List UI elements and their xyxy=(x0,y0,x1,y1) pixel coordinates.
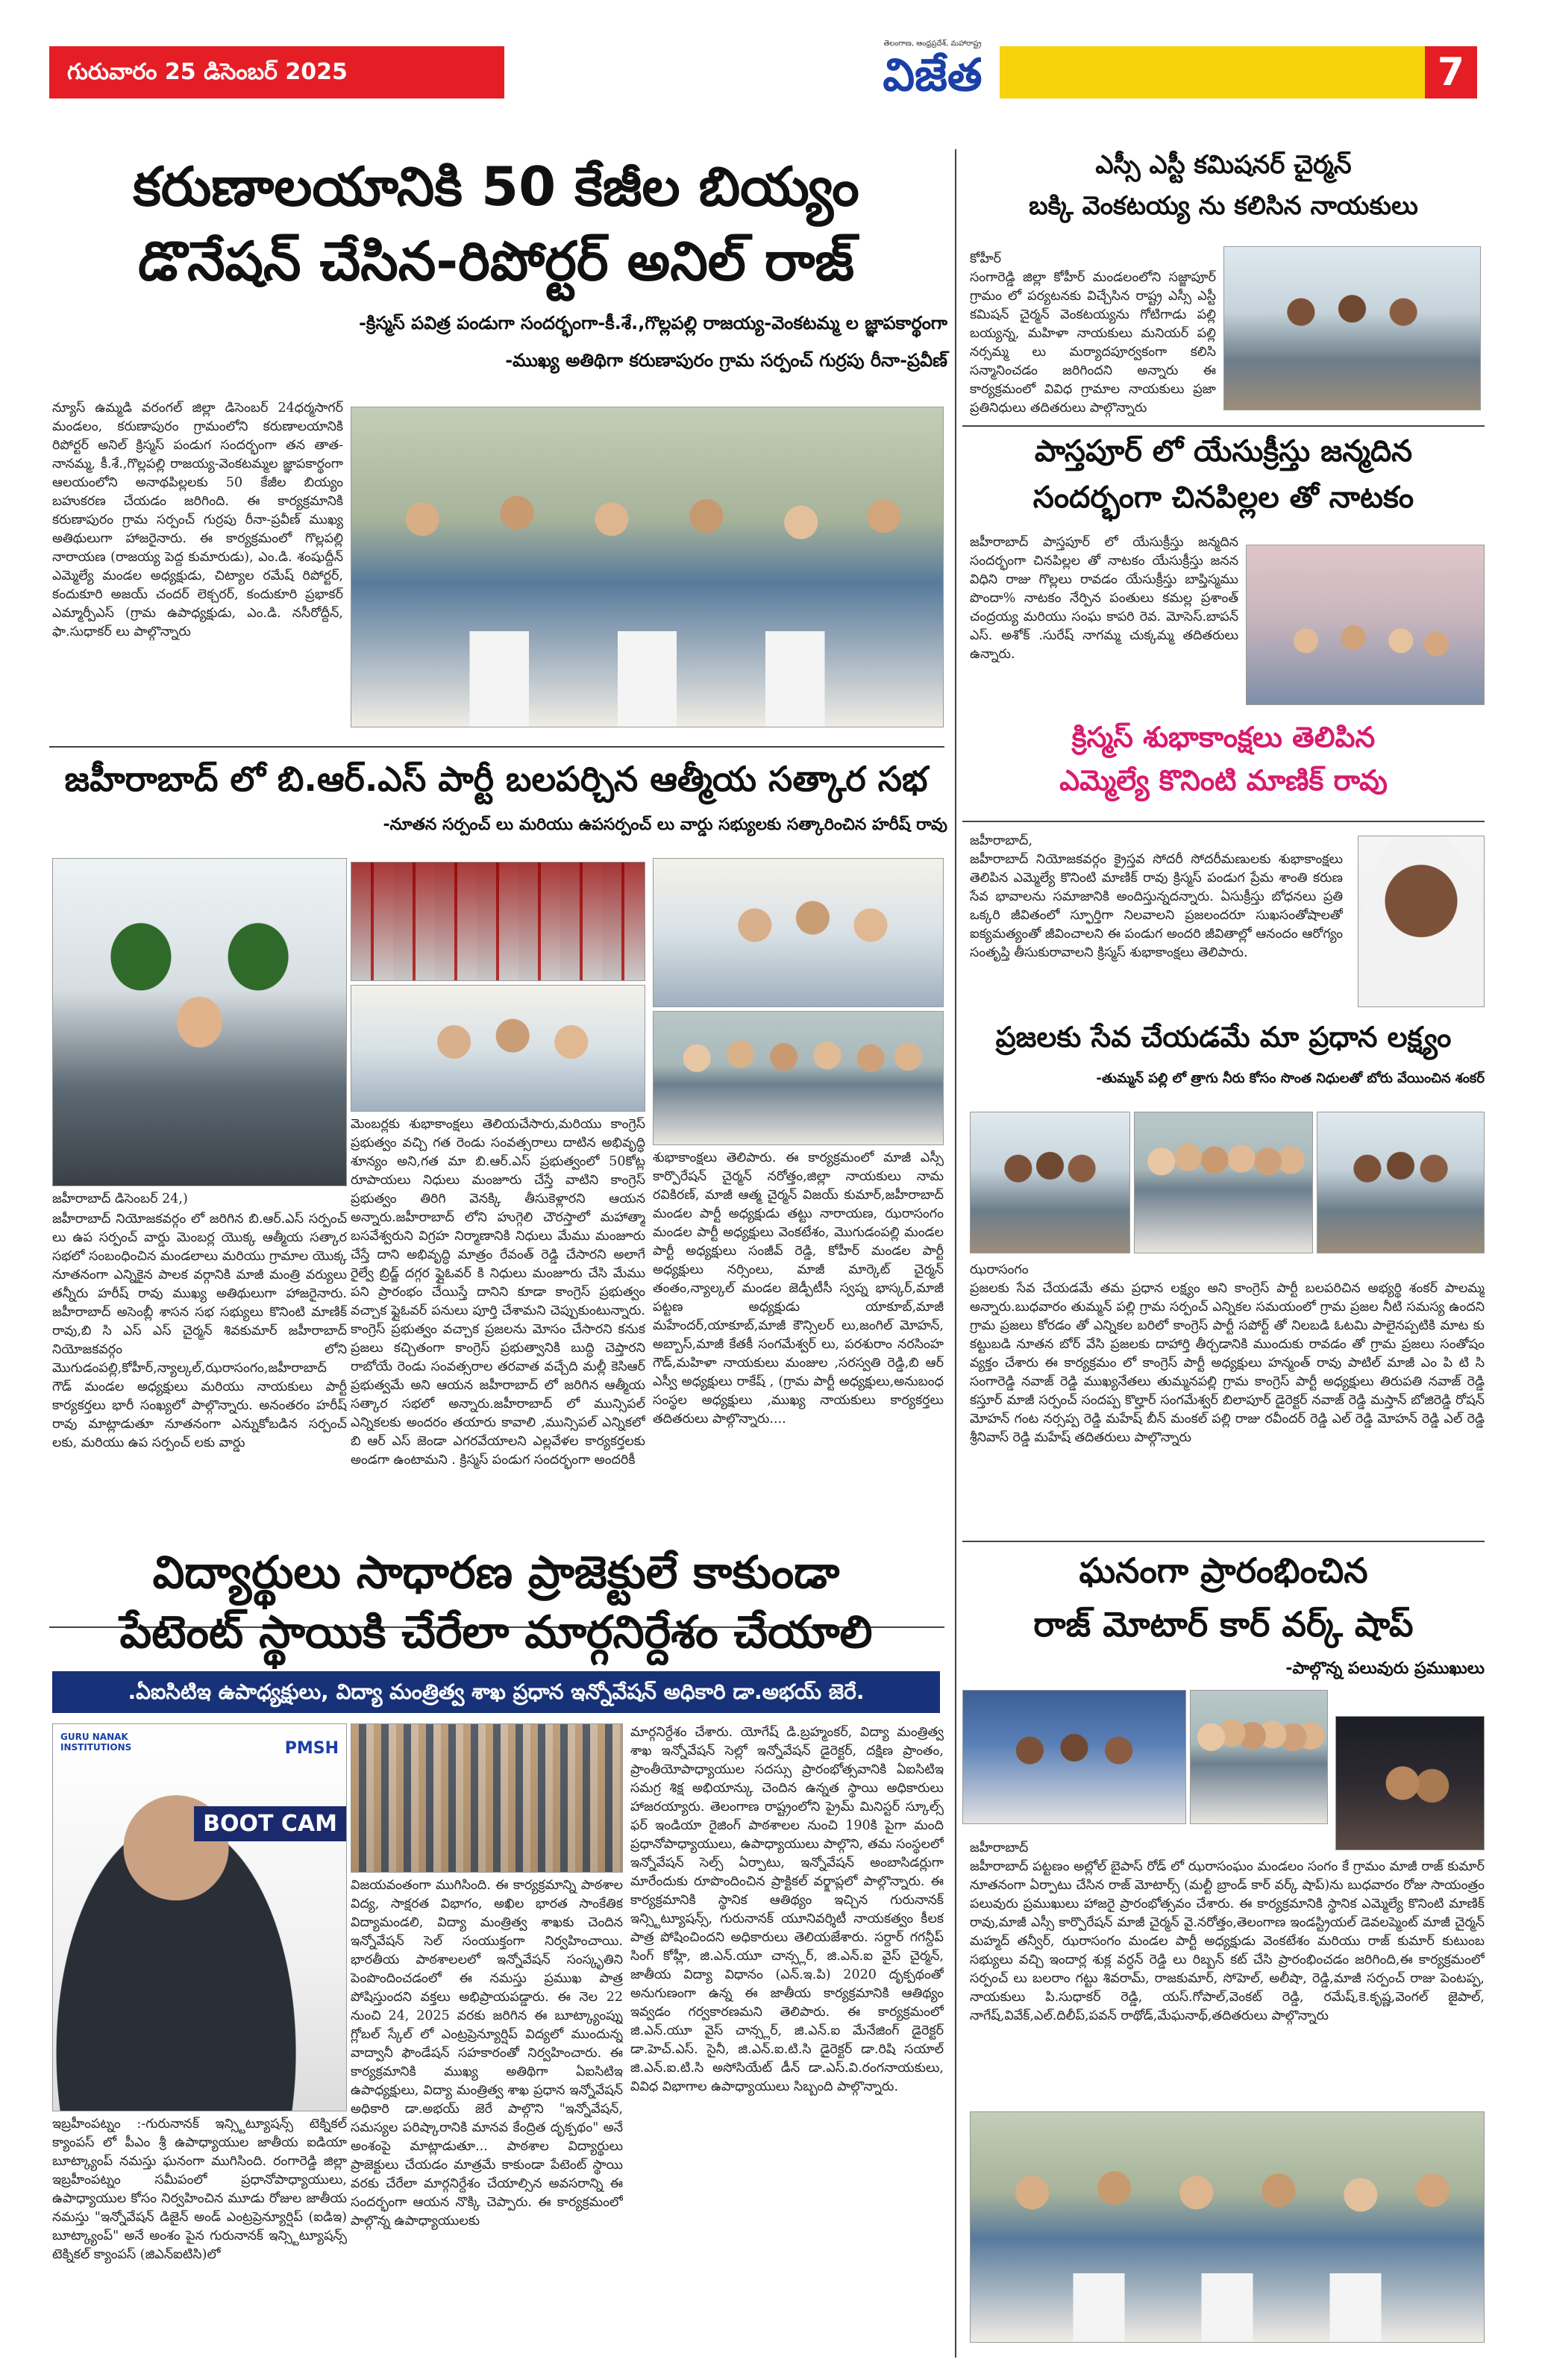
article8-headline-line2: రాజ్ మోటార్ కార్ వర్క్ షాప్ xyxy=(1033,1604,1414,1644)
article8-headline-line1: ఘనంగా ప్రారంభించిన xyxy=(1079,1550,1368,1591)
article4-dateline: కోహీర్ xyxy=(970,251,1001,266)
masthead-yellow-bar xyxy=(1000,46,1425,98)
article5-body: జహీరాబాద్ పాస్తపూర్ లో యేసుక్రీస్తు జన్మదిన సందర్భంగా చినపిల్లల తో నాటకం యేసుక్రీస్తు జనన విధిని రాజు గొల్లలు రావడం యేసుక్రీస్తు బాప్తిస్మము పొందా% నాటకం నేర్పిన పంతులు కమల్ల ప్రశాంత్ చంద్రయ్య మరియు సంఘ కాపరి రెవ. మోసెస్.బాపన్ ఎస్. అశోక్ .సురేష్ నాగమ్మ చుక్కమ్మ తదితరులు ఉన్నారు. xyxy=(970,535,1238,662)
article7-body: ప్రజలకు సేవ చేయడమే తమ ప్రధాన లక్ష్యం అని కాంగ్రెస్ పార్టీ బలపరిచిన అభ్యర్థి శంకర్ పాలమ్మ అన్నారు.బుధవారం తుమ్మన్ పల్లి గ్రామ సర్పంచ్ ఎన్నికల సమయంలో గ్రామ ప్రజల నీటి సమస్య ఉందని గ్రామ ప్రజలు కోరడం తో ఎన్నికల బరిలో కాంగ్రెస్ పార్టీ సపోర్ట్ తో నిలబడి ఓటమి పాలైనప్పటికి మాట కు కట్టుబడి నూతన బోర్ వేసి ప్రజలకు దాహార్తి తీర్చడానికి ముందుకు రావడం తో గ్రామ ప్రజలు సంతోషం వ్యక్తం చేశారు ఈ కార్యక్రమం లో కాంగ్రెస్ పార్టీ అధ్యక్షులు హన్మంత్ రావు పాటిల్ మాజీ ఎం పి టి సి సంగారెడ్డి నవాజ్ రెడ్డి ముఖ్యనేతలు తుమ్మనపల్లి గ్రామ కాంగ్రెస్ పార్టీ అధ్యక్షులు తిరుపతి నవాజ్ రెడ్డి కస్తూర్ మాజీ సర్పంచ్ సందప్ప కొల్హార్ సంగమేశ్వర్ బిలాపూర్ డైరెక్టర్ నవాజ్ రెడ్డి మస్తాన్ బోజిరెడ్డి రోషన్ మోహన్ గంట నర్సప్ప రెడ్డి మహేష్ బీన్ మంకల్ పల్లి రాజు రవీందర్ రెడ్డి ఎల్ రెడ్డి మోహన్ రెడ్డి ఎల్ రెడ్డి శ్రీనివాస్ రెడ్డి మహేష్ తదితరులు పాల్గొన్నారు xyxy=(970,1281,1485,1445)
article6-photo-mla xyxy=(1358,836,1485,1007)
article2-body-right: శుభాకాంక్షలు తెలిపారు. ఈ కార్యక్రమంలో మాజీ ఎస్సీ కార్పొరేషన్ చైర్మన్ నరోత్తం,జిల్లా నాయకులు నామ రవికిరణ్, మాజీ ఆత్మ చైర్మన్ విజయ్ కుమార్,జహీరాబాద్ మండల పార్టీ అధ్యక్షుడు తట్టు నారాయణ, ఝరాసంగం మండల పార్టీ అధ్యక్షులు వెంకటేశం, మొగుడంపల్లి మండల పార్టీ అధ్యక్షులు సంజీవ్ రెడ్డి, కోహీర్ మండల పార్టీ అధ్యక్షులు నర్సింలు, మాజీ మార్కెట్ చైర్మన్ తంతం,న్యాల్కల్ మండల జెడ్పీటీసీ స్వప్న భాస్కర్,మాజీ పట్టణ అధ్యక్షుడు యాకూబ్,మాజీ మహేందర్,యాకూబ్,మాజీ కౌన్సిలర్ లు,జంగిల్ మోహన్, అబ్బాస్,మాజీ కేతకీ సంగమేశ్వర్ లు, పరశురాం నరసింహ గౌడ్,మహిళా నాయకులు మంజుల ,సరస్వతి రెడ్డి,బి ఆర్ ఎస్వీ అధ్యక్షులు రాకేష్ , (గ్రామ పార్టీ అధ్యక్షులు,అనుబంధ సంస్థల అధ్యక్షులు ,ముఖ్య నాయకులు కార్యకర్తలు తదితరులు పాల్గొన్నారు.... xyxy=(653,1150,944,1427)
article3-body-right: మార్గనిర్దేశం చేశారు. యోగేష్ డి.బ్రహ్మంకర్, విద్యా మంత్రిత్వ శాఖ ఇన్నోవేషన్ సెల్లో ఇన్నోవేషన్ డైరెక్టర్, దక్షిణ ప్రాంతం, ప్రాంతీయోపాధ్యాయుల సదస్సు ప్రారంభోత్సవానికి ఏఐసిటిఇ సమగ్ర శిక్ష అభియాన్కు చెందిన ఉన్నత స్థాయి అధికారులు హాజరయ్యారు. తెలంగాణ రాష్ట్రంలోని ప్రైమ్ మినిస్టర్ స్కూల్స్ ఫర్ ఇండియా రైజింగ్ పాఠశాలల నుంచి 190కి పైగా మంది ప్రధానోపాధ్యాయులు, ఉపాధ్యాయులు పాల్గొని, తమ సంస్థలలో ఇన్నోవేషన్ సెల్స్ ఏర్పాటు, ఇన్నోవేషన్ అంబాసిడర్లుగా మారేందుకు రూపొందించిన ప్రాక్టికల్ వర్క్షాప్లలో పాల్గొన్నారు. ఈ కార్యక్రమానికి స్థానిక ఆతిథ్యం ఇచ్చిన గురునానక్ ఇన్స్టిట్యూషన్స్, గురునానక్ యూనివర్శిటీ నాయకత్వం కీలక పాత్ర పోషించిందని అధికారులు తెలియజేశారు. సర్దార్ గగన్దీప్ సింగ్ కోహ్లీ, జి.ఎన్.యూ చాన్స్లర్, జి.ఎన్.ఐ వైస్ చైర్మన్, జాతీయ విద్యా విధానం (ఎన్.ఇ.పి) 2020 దృక్పథంతో అనుగుణంగా ఉన్న ఈ జాతీయ కార్యక్రమానికి ఆతిథ్యం ఇవ్వడం గర్వకారణమని తెలిపారు. ఈ కార్యక్రమంలో జి.ఎన్.యూ వైస్ చాన్స్లర్, జి.ఎన్.ఐ మేనేజింగ్ డైరెక్టర్ డా.హెచ్.ఎస్. సైనీ, జి.ఎన్.ఐ.టి.సి డైరెక్టర్ డా.రిషి సయాల్ జి.ఎన్.ఐ.టి.సి అసోసియేట్ డీన్ డా.ఎస్.వి.రంగనాయకులు, వివిధ విభాగాల ఉపాధ్యాయులు సిబ్బంది పాల్గొన్నారు. xyxy=(630,1725,944,2094)
article4-body: సంగారెడ్డి జిల్లా కోహీర్ మండలంలోని సజ్జాపూర్ గ్రామం లో పర్యటనకు విచ్చేసిన రాష్ట్ర ఎస్సీ ఎస్టీ కమిషన్ చైర్మన్ వెంకటయ్యను గోటిగాడు పల్లి బయ్యన్న, మహిళా నాయకులు మనియర్ పల్లి నర్సమ్మ లు మర్యాదపూర్వకంగా కలిసి సన్మానించడం జరిగిందని అన్నారు ఈ కార్యక్రమంలో వివిధ గ్రామాల నాయకులు ప్రజా ప్రతినిధులు తదితరులు పాల్గొన్నారు xyxy=(970,270,1216,416)
article8-photo-ribbon xyxy=(970,2111,1485,2343)
article2-body-left: జహీరాబాద్ నియోజకవర్గం లో జరిగిన బి.ఆర్.ఎస్ సర్పంచ్ లు ఉప సర్పంచ్ వార్డు మెంబర్ల యొక్క ఆత్మీయ సత్కార సభలో సంబంధించిన మండలాలు మరియు గ్రామాల యొక్క నూతనంగా ఎన్నికైన పాలక వర్గానికి మాజీ మంత్రి వర్యులు తన్నీరు హరీష్ రావు ముఖ్య అతిథులుగా హాజరైనారు. జహీరాబాద్ అసెంబ్లీ శాసన సభ సభ్యులు కొనింటి మాణిక్ రావు,బి సి ఎస్ ఎస్ చైర్మన్ శివకుమార్ జహీరాబాద్ నియోజకవర్గం లోని మొగుడంపల్లి,కోహీర్,న్యాల్కల్,ఝరాసంగం,జహీరాబాద్ గౌడ్ మండల అధ్యక్షులు మరియు నాయకులు పార్టీ కార్యకర్తలు భారీ సంఖ్యలో పాల్గొన్నారు. అనంతరం హరీష్ రావు మాట్లాడుతూ నూతనంగా ఎన్నుకోబడిన సర్పంచ్ లకు, మరియు ఉప సర్పంచ్ లకు వార్డు xyxy=(52,1212,347,1450)
article3-headline-line1-real: విద్యార్థులు సాధారణ ప్రాజెక్టులే కాకుండా xyxy=(152,1547,840,1599)
photo-banner-text: BOOT CAM xyxy=(194,1806,346,1841)
article6-headline-line1: క్రిస్మస్ శుభాకాంక్షలు తెలిపిన xyxy=(1071,721,1376,754)
divider xyxy=(962,821,1485,822)
article8-photo-3 xyxy=(1335,1716,1485,1850)
article3-photo-speaker-main xyxy=(52,1723,347,2111)
article4-headline-line2: బక్కి వెంకటయ్య ను కలిసిన నాయకులు xyxy=(1029,191,1418,221)
page-number: 7 xyxy=(1425,46,1477,98)
article4-headline-line1: ఎస్సీ ఎస్టీ కమిషనర్ చైర్మన్ xyxy=(1095,150,1352,180)
article1-photo xyxy=(351,407,944,727)
article1-subheadline-1: -క్రిస్మస్ పవిత్ర పండుగా సందర్భంగా-కీ.శే.,గొల్లపల్లి రాజయ్య-వెంకటమ్మ ల జ్ఞాపకార్థంగా xyxy=(358,313,947,333)
article5-photo xyxy=(1246,545,1485,705)
article6-body: జహీరాబాద్ నియోజకవర్గం క్రైస్తవ సోదరీ సోదరీమణులకు శుభాకాంక్షలు తెలిపిన ఎమ్మెల్యే కొనింటి మాణిక్ రావు క్రిస్మస్ పండుగ ప్రేమ శాంతి కరుణ సేవ భావాలను సమాజానికి అందిస్తున్నదన్నారు. ఏసుక్రీస్తు బోధనలు ప్రతి ఒక్కరి జీవితంలో స్ఫూర్తిగా నిలవాలని ప్రజలందరూ సుఖసంతోషాలతో ఐక్యమత్యంతో జీవించాలని ఈ పండుగ అందరి జీవితాల్లో ఆనందం ఆరోగ్యం సంతృప్తి తీసుకురావాలని క్రిస్మస్ శుభాకాంక్షలు తెలిపారు. xyxy=(970,852,1343,960)
article6-headline-line2: ఎమ్మెల్యే కొనింటి మాణిక్ రావు xyxy=(1059,764,1388,797)
column-divider xyxy=(955,149,956,2358)
divider xyxy=(962,425,1485,427)
article2-headline: జహీరాబాద్ లో బి.ఆర్.ఎస్ పార్టీ బలపర్చిన ఆత్మీయ సత్కార సభ xyxy=(64,759,928,799)
article1-headline-line2: డొనేషన్ చేసిన-రిపోర్టర్ అనిల్ రాజ్ xyxy=(138,230,854,292)
article3-headline-line2-real: పేటెంట్ స్థాయికి చేరేలా మార్గనిర్దేశం చేయాలి xyxy=(119,1606,873,1659)
article8-photo-2 xyxy=(1190,1690,1328,1824)
photo-logo-pmshri: PMSH xyxy=(284,1739,339,1758)
article2-subheadline: -నూతన సర్పంచ్ లు మరియు ఉపసర్పంచ్ లు వార్డు సభ్యులకు సత్కారించిన హరీష్ రావు xyxy=(383,815,947,834)
article2-dateline: జహీరాబాద్ డిసెంబర్ 24,) xyxy=(52,1191,188,1206)
article3-body-left: ఇబ్రహీంపట్నం :-గురునానక్ ఇన్స్టిట్యూషన్స్ టెక్నికల్ క్యాంపస్ లో పీఎం శ్రీ ఉపాధ్యాయుల జాతీయ ఐడియా బూట్క్యాంప్ నమస్తు ఘనంగా ముగిసింది. రంగారెడ్డి జిల్లా ఇబ్రహీంపట్నం సమీపంలో ప్రధానోపాధ్యాయులు, ఉపాధ్యాయుల కోసం నిర్వహించిన మూడు రోజుల జాతీయ నమస్తు "ఇన్నోవేషన్ డిజైన్ అండ్ ఎంట్రప్రెన్యూర్షిప్ (ఐడిఇ) బూట్క్యాంప్" అనే అంశం పైన గురునానక్ ఇన్స్టిట్యూషన్స్ టెక్నికల్ క్యాంపస్ (జిఎన్ఐటిసి)లో xyxy=(52,2117,347,2262)
article2-photo-garland xyxy=(52,858,347,1186)
article4-photo xyxy=(1223,246,1481,410)
article2-photo-stage xyxy=(351,985,645,1112)
article6-dateline: జహీరాబాద్, xyxy=(970,833,1032,848)
article5-headline-line2: సందర్భంగా చినపిల్లల తో నాటకం xyxy=(1032,480,1414,515)
article8-subheadline: -పాల్గొన్న పలువురు ప్రముఖులు xyxy=(1285,1659,1485,1678)
article8-body: జహీరాబాద్ పట్టణం అల్లోల్ బైపాస్ రోడ్ లో ఝరాసంఘం మండలం సంగం కే గ్రామం మాజీ రాజ్ కుమార్ నూతనంగా ఏర్పాటు చేసిన రాజ్ మోటార్స్ (మల్టీ బ్రాండ్ కార్ వర్క్ షాప్)ను బుధవారం రోజు సాయంత్రం పలువురు ప్రముఖులు హాజరై ప్రారంభోత్సవం చేశారు. ఈ కార్యక్రమానికి స్థానిక ఎమ్మెల్యే కొనింటి మాణిక్ రావు,మాజీ ఎస్సీ కార్పొరేషన్ మాజీ చైర్మన్ వై.నరోత్తం,తెలంగాణ ఇండస్ట్రియల్ డెవలప్మెంట్ మాజీ చైర్మన్ మహ్మద్ తన్వీర్, ఝరాసంగం మండల పార్టీ అధ్యక్షుడు వెంకటేశం మరియు రాజ్ కుమార్ కుటుంబ సభ్యులు వచ్చి ఇందార్ల శుక్ల వర్ధన్ రెడ్డి లు రిబ్బన్ కట్ చేసి ప్రారంభించడం జరిగింది,ఈ కార్యక్రమంలో సర్పంచ్ లు బలరాం గట్టు శివరామ్, రాజకుమార్, సోహెల్, అలీషా, రెడ్డి,మాజీ సర్పంచ్ రాజు పెంటప్ప, నాయకులు పి.సుధాకర్ రెడ్డి, యస్.గోపాల్,వెంకట్ రెడ్డి, రమేష్,కె.కృష్ణ,వెంగల్ జైపాల్, నాగేష్,వివేక్,ఎల్.దిలీప్,పవన్ రాథోడ్,మేఘనాథ్,తదితరులు పాల్గొన్నారు xyxy=(970,1859,1485,2023)
logo-tagline: తెలంగాణ, ఆంధ్రప్రదేశ్, మహారాష్ట్ర xyxy=(883,40,982,48)
article7-photo-1 xyxy=(970,1112,1130,1253)
article3-body-middle: విజయవంతంగా ముగిసింది. ఈ కార్యక్రమాన్ని పాఠశాల విద్య, సాక్షరత విభాగం, అఖిల భారత సాంకేతిక విద్యామండలి, విద్యా మంత్రిత్వ శాఖకు చెందిన ఇన్నోవేషన్ సెల్ సంయుక్తంగా నిర్వహించాయి. భారతీయ పాఠశాలలలో ఇన్నోవేషన్ సంస్కృతిని పెంపొందించడంలో ఈ నమస్తు ప్రముఖ పాత్ర పోషిస్తుందని వక్తలు అభిప్రాయపడ్డారు. ఈ నెల 22 నుంచి 24, 2025 వరకు జరిగిన ఈ బూట్క్యాంప్ను గ్లోబల్ స్కేల్ లో ఎంట్రప్రెన్యూర్షిప్ విద్యలో ముందున్న వాద్వానీ ఫౌండేషన్ సహకారంతో నిర్వహించారు. ఈ కార్యక్రమానికి ముఖ్య అతిథిగా ఏఐసిటిఇ ఉపాధ్యక్షులు, విద్యా మంత్రిత్వ శాఖ ప్రధాన ఇన్నోవేషన్ అధికారి డా.అభయ్ జెరే పాల్గొని "ఇన్నోవేషన్, సమస్యల పరిష్కారానికి మానవ కేంద్రిత దృక్పథం" అనే అంశంపై మాట్లాడుతూ... పాఠశాల విద్యార్థులు ప్రాజెక్టులు చేయడం మాత్రమే కాకుండా పేటెంట్ స్థాయి వరకు చేరేలా మార్గనిర్దేశం చేయాల్సిన అవసరాన్ని ఈ సందర్భంగా ఆయన నొక్కి చెప్పారు. ఈ కార్యక్రమంలో పాల్గొన్న ఉపాధ్యాయులకు xyxy=(351,1878,623,2229)
divider xyxy=(962,1541,1485,1542)
article2-photo-hall xyxy=(351,862,645,981)
article8-dateline: జహీరాబాద్ xyxy=(970,1841,1029,1856)
masthead-date: గురువారం 25 డిసెంబర్ 2025 xyxy=(67,59,348,85)
article3-banner-text: .ఏఐసిటిఇ ఉపాధ్యక్షులు, విద్యా మంత్రిత్వ శాఖ ప్రధాన ఇన్నోవేషన్ అధికారి డా.అభయ్ జెరే. xyxy=(128,1679,865,1704)
article7-photo-2 xyxy=(1134,1112,1313,1253)
logo-text: విజేత xyxy=(883,49,982,101)
article7-photo-3 xyxy=(1317,1112,1485,1253)
divider xyxy=(49,746,944,748)
article1-subheadline-2: -ముఖ్య అతిథిగా కరుణాపురం గ్రామ సర్పంచ్ గుర్రపు రీనా-ప్రవీణ్ xyxy=(505,350,947,371)
article7-headline: ప్రజలకు సేవ చేయడమే మా ప్రధాన లక్ష్యం xyxy=(995,1021,1452,1053)
photo-logo-gni: GURU NANAK INSTITUTIONS xyxy=(60,1732,132,1753)
article2-photo-felicitation xyxy=(653,1011,944,1145)
article5-headline-line1: పాస్తపూర్ లో యేసుక్రీస్తు జన్మదిన xyxy=(1034,434,1413,469)
article2-photo-podium xyxy=(653,858,944,1007)
article1-headline-line1: కరుణాలయానికి 50 కేజీల బియ్యం xyxy=(133,155,859,218)
article2-body-middle: మెంబర్లకు శుభాకాంక్షలు తెలియచేసారు,మరియు కాంగ్రెస్ ప్రభుత్వం వచ్చి గత రెండు సంవత్సరాలు దాటిన అభివృద్ధి శూన్యం అని,గత మా బి.ఆర్.ఎస్ ప్రభుత్వంలో 50కోట్ల రూపాయలు నిధులు మంజూరు చేస్తే వాటిని కాంగ్రెస్ ప్రభుత్వం తిరిగి వెనక్కి తీసుకెళ్లారని ఆయన అన్నారు.జహీరాబాద్ లోని హుగ్గెలి చౌరస్తాలో మహాత్మా బసవేశ్వరుని విగ్రహ నిర్మాణానికి నిధులు మేము మంజూరు చేస్తే దాని అభివృద్ధి మాత్రం రేవంత్ రెడ్డి చేసారని అలాగే రైల్వే బ్రిడ్జ్ దగ్గర ఫ్లైఓవర్ కి నిధులు మంజూరు చేసి మేము పని ప్రారంభం చేయిస్తే దానిని కూడా కాంగ్రెస్ ప్రభుత్వం వచ్చాక ఫ్లైఓవర్ పనులు పూర్తి చేశామని చెప్పుకుంటున్నారు. కాంగ్రెస్ ప్రభుత్వం వచ్చాక ప్రజలను మోసం చేసారని కనుక ప్రజలు కచ్చితంగా కాంగ్రెస్ ప్రభుత్వానికి బుద్ధి చెప్తారని రాబోయే రెండు సంవత్సరాల తరవాత వచ్చేది మల్లీ కెసిఆర్ ప్రభుత్వమే అని ఆయన జహీరాబాద్ లో జరిగిన ఆత్మీయ సత్కార సభలో అన్నారు.జహీరాబాద్ లో మున్సిపల్ ఎన్నికలకు అందరం తయారు కావాలి ,మున్సిపల్ ఎన్నికలో బి ఆర్ ఎస్ జెండా ఎగరవేయాలని ఎల్లవేళల కార్యకర్తలకు అండగా ఉంటామని . క్రిస్మస్ పండుగ సందర్భంగా అందరికీ xyxy=(351,1117,645,1468)
article8-photo-1 xyxy=(962,1690,1186,1824)
masthead-logo xyxy=(858,39,1007,106)
article7-dateline: ఝరాసంగం xyxy=(970,1262,1029,1277)
article1-body: న్యూస్ ఉమ్మడి వరంగల్ జిల్లా డిసెంబర్ 24ధర్మసాగర్ మండలం, కరుణాపురం గ్రామంలోని కరుణాలయానికి రిపోర్టర్ అనిల్ క్రిస్మస్ పండుగ సందర్భంగా తన తాత-నానమ్మ, కీ.శే.,గొల్లపల్లి రాజయ్య-వెంకటమ్మల జ్ఞాపకార్థంగా ఆలయంలోని అనాథపిల్లలకు 50 కేజీల బియ్యం బహుకరణ చేయడం జరిగింది. ఈ కార్యక్రమానికి కరుణాపురం గ్రామ సర్పంచ్ గుర్రపు రీనా-ప్రవీణ్ ముఖ్య అతిథులుగా హాజరైనారు. ఈ కార్యక్రమంలో గొల్లపల్లి నారాయణ (రాజయ్య పెద్ద కుమారుడు), ఎం.డి. శంషుద్దీన్ ఎమ్మెల్యే మండల అధ్యక్షుడు, చిట్యాల రమేష్ రిపోర్టర్, కందుకూరి అజయ్ చందర్ లెక్చరర్, కందుకూరి ప్రభాకర్ ఎమ్మార్పీఎస్ (గ్రామ ఉపాధ్యక్షుడు, ఎం.డి. నసీరోద్దీన్, ఫా.సుధాకర్ లు పాల్గొన్నారు xyxy=(52,401,343,639)
article7-subheadline: -తుమ్మన్ పల్లి లో త్రాగు నీరు కోసం సొంత నిధులతో బోరు వేయించిన శంకర్ xyxy=(1096,1071,1485,1086)
article3-photo-group xyxy=(351,1723,623,1873)
